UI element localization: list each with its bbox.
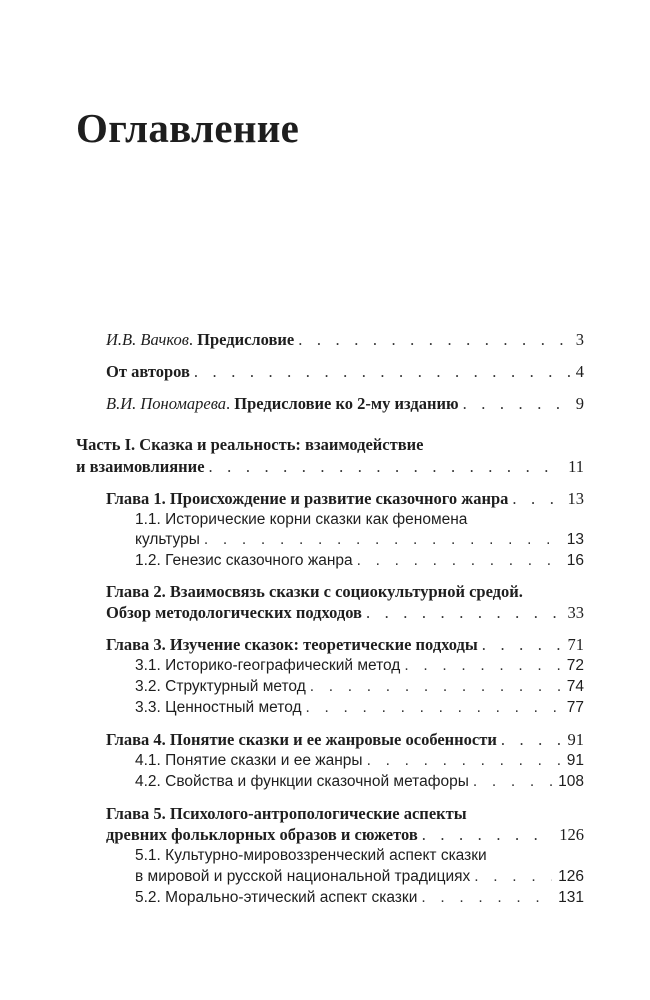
leader-dots bbox=[366, 603, 562, 623]
leader-dots bbox=[501, 730, 562, 750]
leader-dots bbox=[367, 751, 561, 771]
toc-entry-section-3-1[interactable] bbox=[135, 656, 584, 676]
toc-entry-author: В.И. Пономарева bbox=[106, 394, 226, 413]
leader-dots bbox=[473, 772, 552, 792]
page-number: 131 bbox=[558, 889, 584, 906]
toc-part-title-cont: и взаимовлияние bbox=[76, 457, 205, 476]
toc-entry-part-1[interactable] bbox=[76, 457, 584, 477]
toc-entry-section-4-1[interactable] bbox=[135, 751, 584, 771]
toc-section-title: 3.2. Структурный метод bbox=[135, 678, 306, 695]
page-number: 11 bbox=[568, 457, 584, 476]
toc-section-title: 5.2. Морально-этический аспект сказки bbox=[135, 889, 418, 906]
page-number: 77 bbox=[566, 699, 584, 716]
toc-entry-chapter-1[interactable] bbox=[106, 489, 584, 509]
toc-entry-chapter-4[interactable] bbox=[106, 730, 584, 750]
leader-dots bbox=[298, 330, 570, 350]
leader-dots bbox=[204, 530, 561, 550]
toc-section-title: 4.2. Свойства и функции сказочной метафоры bbox=[135, 773, 469, 790]
toc-entry-author: И.В. Вачков bbox=[106, 330, 189, 349]
page-number: 9 bbox=[575, 394, 584, 413]
toc-entry-section-1-1[interactable] bbox=[135, 530, 584, 550]
toc-entry-chapter-5[interactable] bbox=[106, 825, 584, 845]
leader-dots bbox=[404, 656, 560, 676]
page-number: 126 bbox=[559, 825, 584, 844]
toc-chapter-title: Глава 1. Происхождение и развитие сказочного жанра bbox=[106, 489, 509, 508]
toc-entry-title: Предисловие bbox=[197, 330, 295, 349]
toc-entry-second-edition-foreword[interactable]: В.И. Пономарева. Предисловие ко 2-му изданию . . . 9 bbox=[106, 394, 584, 414]
toc-section-title-cont: культуры bbox=[135, 531, 200, 548]
toc-section-title-cont: в мировой и русской национальной традициях bbox=[135, 868, 471, 885]
page-number: 3 bbox=[575, 330, 584, 349]
page-number: 4 bbox=[575, 362, 584, 381]
toc-entry-title: От авторов bbox=[106, 362, 190, 381]
leader-dots bbox=[357, 551, 561, 571]
toc-section-title: 4.1. Понятие сказки и ее жанры bbox=[135, 752, 363, 769]
page-number: 13 bbox=[566, 531, 584, 548]
page-number: 72 bbox=[566, 657, 584, 674]
leader-dots bbox=[310, 677, 561, 697]
toc-entry-section-5-1[interactable] bbox=[135, 867, 584, 887]
toc-section-title[interactable]: 5.1. Культурно-мировоззренческий аспект сказки bbox=[135, 847, 487, 864]
page-number: 91 bbox=[566, 752, 584, 769]
toc-entry-section-1-2[interactable] bbox=[135, 551, 584, 571]
toc-entry-section-5-2[interactable] bbox=[135, 888, 584, 908]
toc-section-title: 3.1. Историко-географический метод bbox=[135, 657, 401, 674]
toc-entry-section-4-2[interactable] bbox=[135, 772, 584, 792]
toc-entry-chapter-3[interactable] bbox=[106, 635, 584, 655]
leader-dots bbox=[474, 867, 552, 887]
leader-dots bbox=[421, 888, 552, 908]
page-number: 74 bbox=[566, 678, 584, 695]
page-number: 13 bbox=[567, 489, 584, 508]
toc-chapter-title[interactable]: Глава 2. Взаимосвязь сказки с социокультурной средой. bbox=[106, 582, 523, 601]
leader-dots bbox=[463, 394, 570, 414]
toc-chapter-title: Глава 4. Понятие сказки и ее жанровые особенности bbox=[106, 730, 497, 749]
toc-entry-foreword[interactable]: И.В. Вачков. Предисловие . . . 3 bbox=[106, 330, 584, 350]
toc-chapter-title[interactable]: Глава 5. Психолого-антропологические аспекты bbox=[106, 804, 467, 823]
page-number: 126 bbox=[558, 868, 584, 885]
leader-dots bbox=[194, 362, 570, 382]
toc-chapter-title-cont: Обзор методологических подходов bbox=[106, 603, 362, 622]
toc-entry-from-authors[interactable] bbox=[106, 362, 584, 382]
leader-dots bbox=[482, 635, 562, 655]
page-number: 71 bbox=[567, 635, 584, 654]
toc-chapter-title-cont: древних фольклорных образов и сюжетов bbox=[106, 825, 418, 844]
leader-dots bbox=[209, 457, 563, 477]
leader-dots bbox=[422, 825, 554, 845]
toc-entry-title: Предисловие ко 2-му изданию bbox=[234, 394, 459, 413]
toc-section-title: 1.2. Генезис сказочного жанра bbox=[135, 552, 353, 569]
toc-entry-section-3-3[interactable] bbox=[135, 698, 584, 718]
page-number: 33 bbox=[567, 603, 584, 622]
page-number: 16 bbox=[566, 552, 584, 569]
toc-section-title[interactable]: 1.1. Исторические корни сказки как феномена bbox=[135, 511, 468, 528]
page-number: 91 bbox=[567, 730, 584, 749]
leader-dots bbox=[512, 489, 561, 509]
page-title: Оглавление bbox=[76, 105, 300, 151]
toc-part-title[interactable]: Часть I. Сказка и реальность: взаимодействие bbox=[76, 435, 424, 454]
toc-chapter-title: Глава 3. Изучение сказок: теоретические подходы bbox=[106, 635, 478, 654]
toc-entry-chapter-2[interactable] bbox=[106, 603, 584, 623]
page-number: 108 bbox=[558, 773, 584, 790]
toc-entry-section-3-2[interactable] bbox=[135, 677, 584, 697]
leader-dots bbox=[306, 698, 561, 718]
toc-section-title: 3.3. Ценностный метод bbox=[135, 699, 302, 716]
